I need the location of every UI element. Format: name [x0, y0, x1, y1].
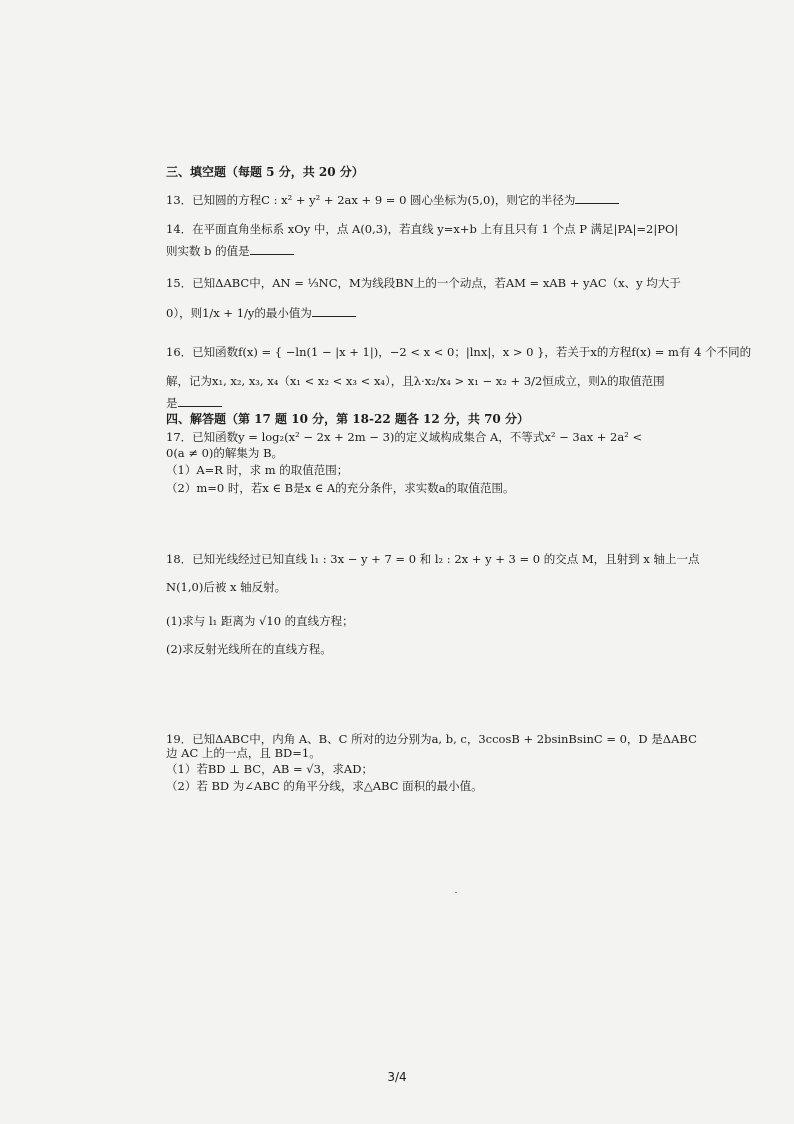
question-17-line2: 0(a ≠ 0)的解集为 B。 [166, 446, 284, 460]
question-16-line3 [166, 396, 222, 411]
question-15-text: 0），则1/x + 1/y的最小值为 [166, 306, 312, 320]
question-18-part1: (1)求与 l₁ 距离为 √10 的直线方程； [166, 614, 354, 628]
section4-heading: 四、解答题（第 17 题 10 分，第 18-22 题各 12 分，共 70 分） [166, 412, 529, 426]
question-16-line2: 解，记为x₁, x₂, x₃, x₄（x₁ < x₂ < x₃ < x₄），且λ·x₂/x₄ > x₁ − x₂ + 3/2恒成立，则λ的取值范围 [166, 374, 665, 388]
question-14-line2 [166, 244, 294, 259]
question-18-part2: (2)求反射光线所在的直线方程。 [166, 642, 332, 656]
answer-blank [312, 306, 356, 317]
question-14-line1: 14．在平面直角坐标系 xOy 中，点 A(0,3)，若直线 y=x+b 上有且只有 1 个点 P 满足|PA|=2|PO| [166, 222, 679, 236]
question-16-text: 是 [166, 396, 178, 410]
question-19-line1: 19．已知ΔABC中，内角 A、B、C 所对的边分别为a, b, c，3ccosB + 2bsinBsinC = 0，D 是ΔABC [166, 732, 697, 746]
question-17-part2: （2）m=0 时，若x ∈ B是x ∈ A的充分条件，求实数a的取值范围。 [166, 481, 515, 495]
question-15-line1: 15．已知ΔABC中，AN = ⅓NC，M为线段BN上的一个动点，若AM = xAB + yAC（x、y 均大于 [166, 276, 681, 290]
question-17-line1: 17．已知函数y = log₂(x² − 2x + 2m − 3)的定义域构成集合 A，不等式x² − 3ax + 2a² < [166, 430, 643, 444]
page-number: 3/4 [387, 1070, 407, 1084]
question-19-line2: 边 AC 上的一点，且 BD=1。 [166, 746, 321, 760]
answer-blank [575, 193, 619, 204]
scan-speck [455, 892, 457, 893]
question-14-text: 则实数 b 的值是 [166, 244, 250, 258]
section3-heading: 三、填空题（每题 5 分，共 20 分） [166, 165, 364, 179]
question-18-line2: N(1,0)后被 x 轴反射。 [166, 580, 287, 594]
question-17-part1: （1）A=R 时，求 m 的取值范围； [166, 463, 349, 477]
question-18-line1: 18．已知光线经过已知直线 l₁ : 3x − y + 7 = 0 和 l₂ : 2x + y + 3 = 0 的交点 M，且射到 x 轴上一点 [166, 552, 700, 566]
question-13-text: 13．已知圆的方程C : x² + y² + 2ax + 9 = 0 圆心坐标为(5,0)，则它的半径为 [166, 193, 576, 207]
question-13 [166, 193, 619, 208]
question-16-line1: 16．已知函数f(x) = { −ln(1 − |x + 1|)，−2 < x < 0；|lnx|，x > 0 }，若关于x的方程f(x) = m有 4 个不同的 [166, 345, 752, 359]
question-19-part1: （1）若BD ⊥ BC，AB = √3，求AD； [166, 762, 373, 776]
question-15-line2 [166, 306, 356, 321]
question-19-part2: （2）若 BD 为∠ABC 的角平分线，求△ABC 面积的最小值。 [166, 779, 483, 793]
answer-blank [178, 396, 222, 407]
answer-blank [250, 244, 294, 255]
